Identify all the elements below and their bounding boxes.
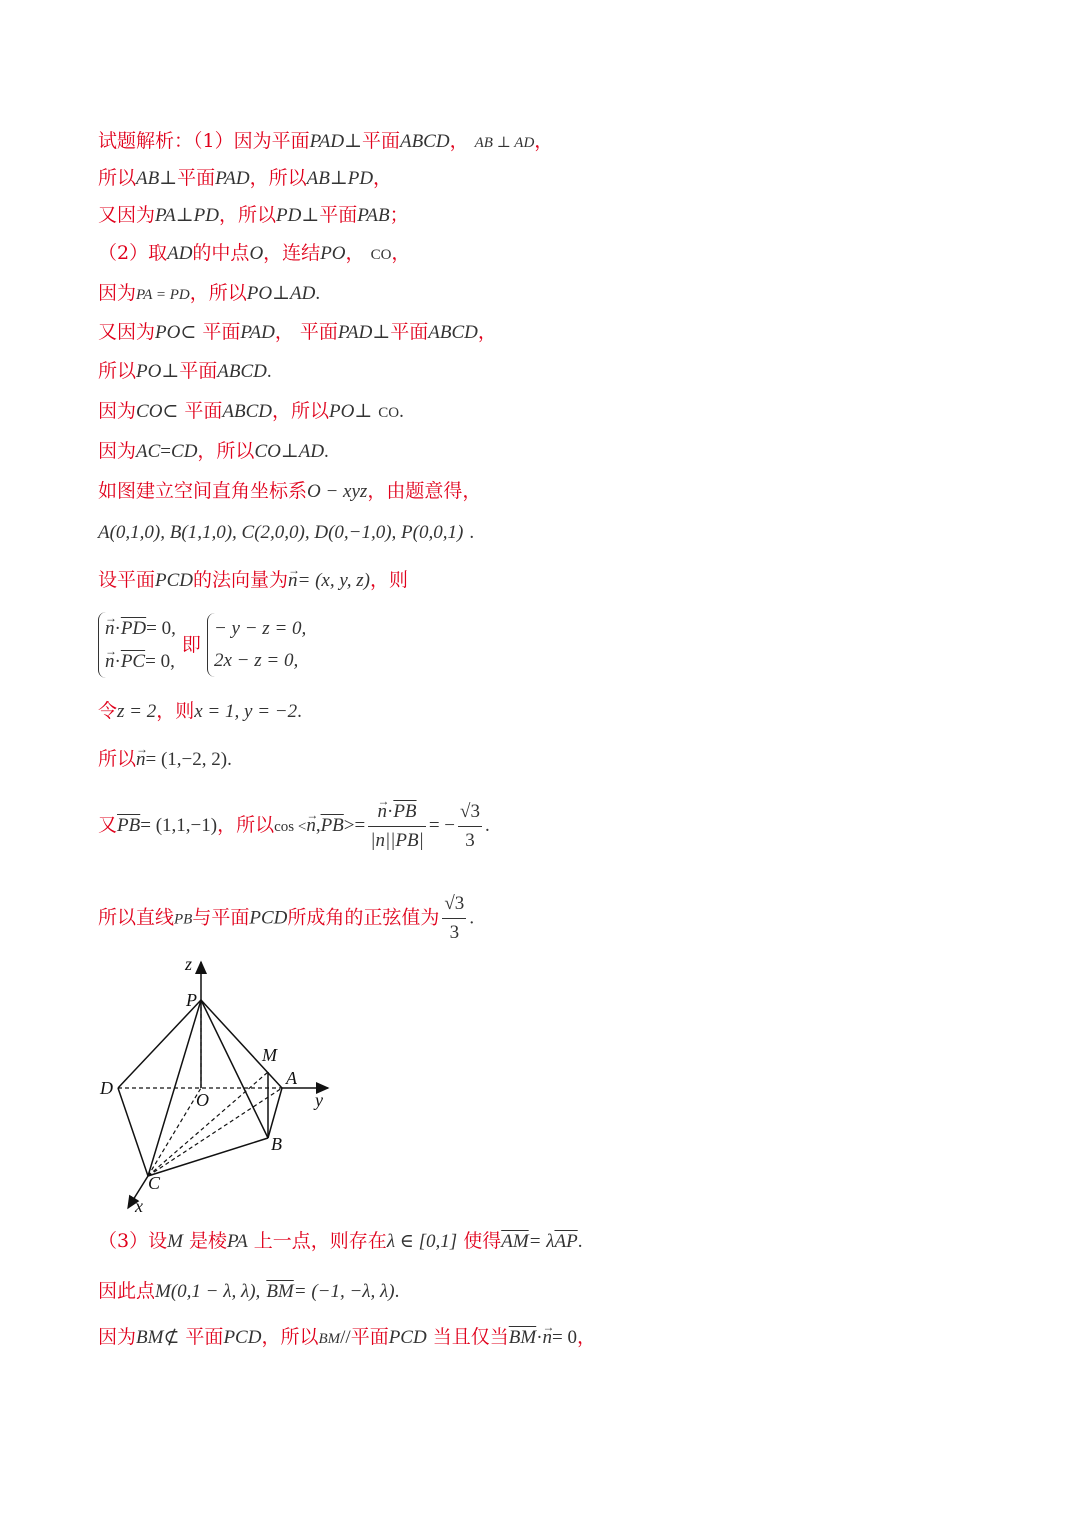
label-O: O (196, 1090, 209, 1110)
math: ⊂ (180, 322, 197, 343)
fraction-numerator: √3 (458, 798, 482, 827)
cosine-fraction (368, 797, 426, 855)
vector-n: → n (105, 646, 115, 678)
text: 所以 (98, 167, 137, 189)
math: PO (320, 243, 346, 264)
math: = − (428, 815, 456, 836)
math: PO (155, 322, 181, 343)
math: PA = PD (136, 287, 190, 303)
math: PA (226, 1231, 248, 1252)
text: ，所以 (261, 1326, 319, 1348)
math: . (394, 1281, 400, 1302)
label-M: M (262, 1045, 277, 1065)
vector-PB: $\overline{PB}$ (393, 801, 417, 822)
text: ； (389, 204, 409, 226)
math: = (x, y, z) (297, 570, 370, 591)
math: = (1,1,−1) (140, 815, 218, 836)
math: CO (370, 247, 392, 263)
math: M(0,1 − λ, λ), (155, 1281, 261, 1302)
math: ABCD (399, 131, 450, 152)
math: ⊥ (301, 205, 320, 226)
math: BM (136, 1327, 164, 1348)
math: A(0,1,0), B(1,1,0), C(2,0,0), D(0,−1,0), P(0,0,1) (98, 522, 464, 543)
math: . (297, 701, 302, 722)
vector-BM: $\overline{BM}$ (266, 1281, 294, 1302)
math: . (324, 441, 329, 462)
math: O − xyz (307, 481, 368, 502)
text: （3）设 (98, 1230, 168, 1252)
text: 与平面 (192, 906, 250, 929)
label-B: B (271, 1134, 282, 1154)
text: ， (373, 167, 393, 189)
math: PO (246, 283, 273, 304)
math: = 0 (552, 1327, 577, 1348)
math: z = 2 (117, 701, 157, 722)
edge-CB (148, 1138, 268, 1176)
text: ， (577, 1326, 597, 1348)
solution-line-12 (98, 567, 408, 594)
text: 因为 (98, 400, 137, 422)
left-brace-group (98, 612, 176, 678)
math: AD (167, 243, 193, 264)
math: AD (289, 283, 316, 304)
math: ABCD (217, 361, 267, 382)
math: . (484, 815, 490, 836)
sqrt3-over-3 (442, 890, 466, 947)
solution-line-16 (98, 797, 490, 855)
text: ， (449, 130, 469, 152)
math: ⊥ (344, 131, 362, 152)
vector-PB: $\overline{PB}$ (320, 815, 344, 836)
text: 上一点，则存在 (253, 1230, 387, 1252)
math: = (1,−2, 2) (145, 749, 228, 770)
math: . (399, 401, 404, 422)
text: ，所以 (217, 814, 275, 836)
label-P: P (186, 990, 197, 1010)
math: · (114, 618, 121, 639)
math: PD (193, 205, 219, 226)
math: PAD (215, 168, 250, 189)
solution-line-18 (98, 1228, 582, 1255)
text: ，所以 (197, 440, 255, 462)
math: , (315, 815, 321, 836)
system-row-2 (105, 645, 176, 678)
vector-PC: $\overline{PC}$ (120, 651, 146, 672)
text: 令 (98, 700, 118, 722)
text: 如图建立空间直角坐标系 (98, 480, 308, 502)
math: = (−1, −λ, λ) (293, 1281, 395, 1302)
text: ，所以 (189, 282, 247, 304)
vector-n: → n (306, 813, 316, 839)
vector-n: → n (105, 613, 115, 645)
math: . (266, 361, 272, 382)
math: PA (155, 205, 176, 226)
text: 使得 (463, 1230, 502, 1252)
solution-line-7 (98, 358, 272, 385)
math: PB (174, 911, 193, 928)
math: ABCD (428, 322, 478, 343)
text: 平面 (350, 1326, 389, 1348)
text: 设平面 (98, 569, 156, 591)
math: x = 1, y = −2 (194, 701, 298, 722)
math: ⊂ (162, 401, 179, 422)
math: ⊥ (280, 441, 299, 462)
math: >= (343, 815, 366, 836)
text: ，所以 (218, 204, 276, 226)
text: ， (274, 321, 294, 343)
text: 因此点 (98, 1280, 156, 1302)
solution-line-17 (98, 890, 474, 947)
math: ⊥ (372, 322, 391, 343)
solution-line-19 (98, 1278, 399, 1305)
text: 因为 (98, 440, 137, 462)
vector-n: → n (288, 568, 298, 594)
math: ABCD (222, 401, 273, 422)
math: · (536, 1327, 543, 1348)
solution-line-5 (98, 280, 320, 308)
math: PCD (155, 570, 194, 591)
math: M (167, 1231, 183, 1252)
solution-line-6 (98, 319, 497, 346)
vector-PB: $\overline{PB}$ (117, 815, 141, 836)
math: . (315, 283, 321, 304)
math: CO (136, 401, 163, 422)
label-z: z (185, 954, 193, 974)
math: PD (276, 205, 302, 226)
math: PO (329, 401, 355, 422)
text: 平面 (184, 400, 223, 422)
edge-BA (268, 1088, 282, 1138)
text: 又因为 (98, 204, 156, 226)
math: BM (318, 1331, 341, 1347)
text: 是棱 (188, 1230, 227, 1252)
math: PAD (240, 322, 275, 343)
text: ， (391, 242, 411, 264)
pyramid-figure (95, 950, 345, 1220)
math: = λ (528, 1231, 555, 1252)
text: 所成角的正弦值为 (287, 906, 440, 929)
fraction-denominator: 3 (449, 922, 460, 943)
solution-line-4 (98, 240, 410, 268)
math: = (160, 441, 172, 462)
text: 又因为 (98, 321, 156, 343)
label-C: C (148, 1173, 161, 1193)
math: AB (136, 168, 160, 189)
vector-AM: $\overline{AM}$ (501, 1231, 529, 1252)
equation-system (98, 612, 306, 678)
math: CO (378, 405, 400, 421)
solution-line-9 (98, 438, 329, 465)
text: 的中点 (192, 242, 250, 264)
math: AB (306, 168, 330, 189)
math: . (469, 907, 475, 929)
solution-line-1 (98, 128, 553, 156)
edge-DC (118, 1088, 148, 1176)
math: AB ⊥ AD (474, 135, 535, 151)
math: PAD (337, 322, 373, 343)
sqrt3-over-3 (458, 798, 482, 855)
vector-BM: $\overline{BM}$ (508, 1327, 537, 1348)
math: . (227, 749, 232, 770)
text: ，所以 (272, 400, 330, 422)
math: PCD (388, 1327, 427, 1348)
math: PO (136, 361, 162, 382)
text: （2）取 (98, 242, 168, 264)
math: · (114, 651, 121, 672)
label-y: y (315, 1090, 323, 1110)
text: 所以 (98, 360, 137, 382)
label-x: x (135, 1196, 143, 1216)
text: ，则 (369, 569, 408, 591)
text: 平面 (299, 321, 338, 343)
math: CD (171, 441, 198, 462)
math: ⊥ (354, 401, 373, 422)
vector-PD: $\overline{PD}$ (120, 618, 147, 639)
math: ⊄ (163, 1327, 180, 1348)
text: 平面 (202, 321, 241, 343)
math: PD (347, 168, 374, 189)
text: 平面 (361, 130, 400, 152)
vector-n: → n (378, 798, 388, 826)
solution-line-2 (98, 165, 392, 192)
math: ⊥ (159, 168, 178, 189)
text: 平面 (185, 1326, 224, 1348)
text: 因为 (98, 282, 137, 304)
solution-line-10 (98, 478, 481, 505)
system-row-4: 2x − z = 0, (213, 650, 299, 671)
text: ， (345, 242, 365, 264)
math: O (249, 243, 264, 264)
fraction-denominator: 3 (465, 829, 475, 851)
math: PCD (249, 907, 288, 929)
math: . (577, 1231, 583, 1252)
fraction-denominator: |n||PB| (370, 830, 424, 851)
fraction-numerator: √3 (442, 890, 466, 919)
text: 平面 (177, 167, 216, 189)
math: ⊥ (175, 205, 194, 226)
text: ，由题意得， (367, 480, 482, 502)
math: AD (298, 441, 325, 462)
solution-line-14 (98, 698, 302, 725)
text: ， (477, 321, 497, 343)
math: . (469, 522, 475, 543)
math: = 0, (146, 618, 176, 639)
system-row-3: − y − z = 0, (213, 618, 307, 639)
text: 所以 (98, 748, 137, 770)
text: ，则 (156, 700, 195, 722)
math: AC (136, 441, 161, 462)
math: CO (254, 441, 281, 462)
solution-line-20 (98, 1324, 596, 1352)
text: 平面 (319, 204, 358, 226)
text: 即 (181, 634, 201, 656)
text: 平面 (390, 321, 429, 343)
vector-n: → n (136, 747, 146, 773)
math: ⊥ (329, 168, 348, 189)
math: // (340, 1327, 351, 1348)
text: 因为 (98, 1326, 137, 1348)
math: λ ∈ [0,1] (386, 1231, 458, 1252)
vector-AP: $\overline{AP}$ (554, 1231, 578, 1252)
edge-CA-dashed (148, 1088, 282, 1176)
math: PCD (223, 1327, 262, 1348)
solution-line-15 (98, 746, 232, 773)
text: 试题解析：（1）因为平面 (98, 130, 310, 152)
edge-CM-dashed (148, 1072, 268, 1176)
text: 的法向量为 (193, 569, 289, 591)
edge-CO-dashed (148, 1088, 201, 1176)
text: 当且仅当 (432, 1326, 509, 1348)
math: = 0, (145, 651, 175, 672)
text: ， (534, 130, 554, 152)
text: 又 (98, 814, 118, 836)
math: ⊥ (272, 283, 290, 304)
edge-PB (201, 1000, 268, 1138)
math: cos < (274, 819, 307, 835)
math: PAD (309, 131, 345, 152)
text: 所以直线 (98, 906, 175, 929)
text: ，连结 (263, 242, 321, 264)
text: 平面 (179, 360, 218, 382)
vector-n: → n (543, 1325, 553, 1351)
text: ，所以 (249, 167, 307, 189)
solution-line-11 (98, 519, 474, 546)
math: ⊥ (161, 361, 180, 382)
label-A: A (286, 1068, 297, 1088)
right-brace-group (207, 613, 306, 677)
solution-line-8 (98, 398, 404, 426)
label-D: D (100, 1078, 113, 1098)
solution-line-3 (98, 202, 409, 229)
edge-PA (201, 1000, 282, 1088)
edge-PD (118, 1000, 201, 1088)
math: · (387, 801, 394, 822)
math: PAB (357, 205, 390, 226)
